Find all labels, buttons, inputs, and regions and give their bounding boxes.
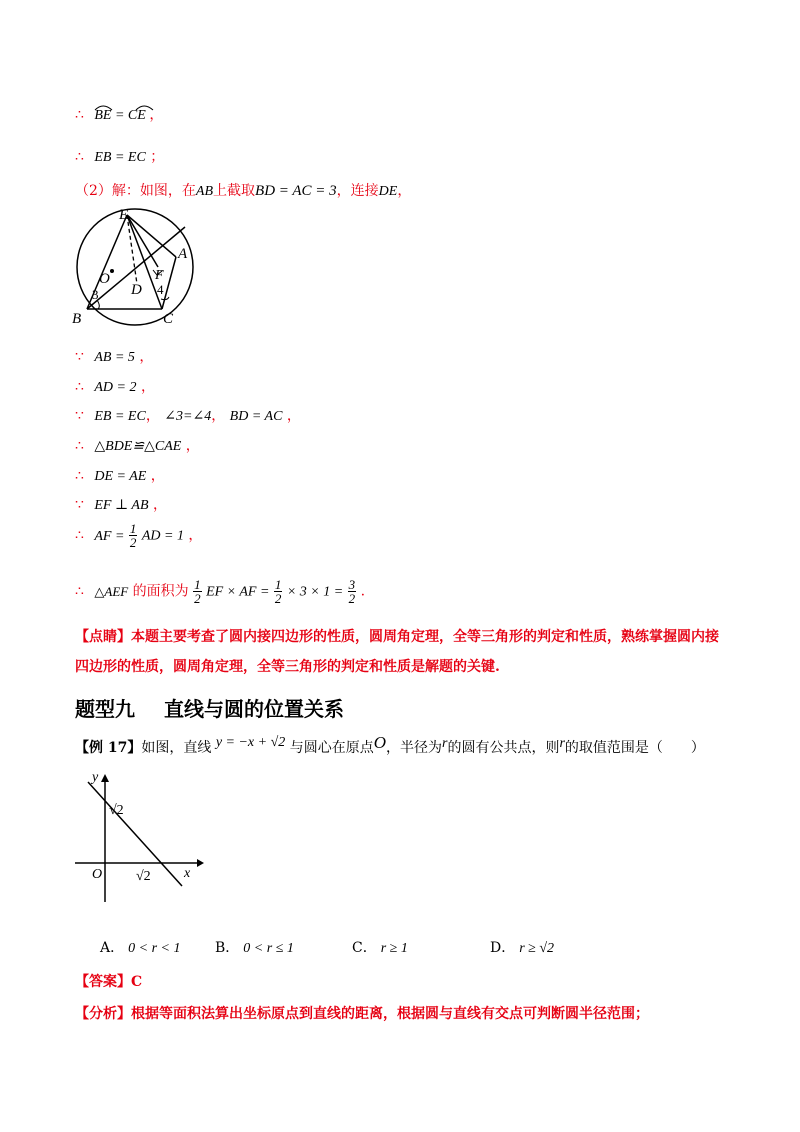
answer-tag: 【答案】 — [75, 974, 131, 990]
arc-marks — [94, 102, 154, 112]
text: 的面积为 — [132, 583, 189, 600]
line-5 — [75, 376, 155, 396]
segment-ef — [127, 215, 158, 267]
dianjing-text: 四边形的性质，圆周角定理，全等三角形的判定和性质是解题的关键. — [75, 659, 500, 675]
triangle: △AEF — [94, 583, 129, 599]
punct: ， — [145, 408, 160, 424]
therefore-symbol: ∴ — [75, 107, 84, 123]
answer-line — [75, 971, 142, 991]
analysis-tag: 【分析】 — [75, 1006, 131, 1022]
text: 的圆有公共点，则 — [447, 740, 560, 756]
analysis-text: 根据等面积法算出坐标原点到直线的距离，根据圆与直线有交点可判断圆半径范围； — [131, 1006, 649, 1022]
answer-value: C — [131, 974, 143, 990]
option-label: C． — [352, 940, 377, 956]
therefore-symbol: ∴ — [75, 149, 84, 165]
equation: EB = EC — [94, 409, 146, 424]
because-symbol: ∵ — [75, 497, 84, 513]
line-7 — [75, 435, 200, 455]
line-3 — [75, 180, 411, 200]
expr: × 3 × 1 = — [286, 584, 344, 600]
therefore-symbol: ∴ — [75, 468, 84, 484]
dianjing-line-1 — [75, 626, 719, 646]
option-label: D． — [490, 940, 516, 956]
analysis-line — [75, 1003, 649, 1023]
radius-r: r — [442, 736, 448, 751]
punct: ， — [150, 468, 165, 484]
radius-r: r — [559, 736, 565, 751]
label-angle-4: 4 — [157, 282, 164, 297]
line-2 — [75, 146, 164, 166]
punct: ， — [152, 497, 167, 513]
equation: BD = AC — [229, 409, 283, 424]
y-axis-arrow — [101, 774, 109, 782]
fraction-three-halves: $\frac{3}{2}$ — [348, 577, 356, 606]
therefore-symbol: ∴ — [75, 527, 84, 544]
punct: ， — [188, 527, 203, 544]
punct: ， — [149, 107, 164, 123]
option-label: B． — [215, 940, 240, 956]
line-10 — [75, 522, 202, 549]
math-bd: BD = AC = 3 — [255, 183, 337, 199]
coordinate-figure — [70, 768, 205, 908]
line-9 — [75, 494, 167, 514]
label-a: A — [178, 246, 188, 262]
punct: ， — [286, 408, 301, 424]
label-x-intercept: √2 — [136, 869, 151, 884]
fraction-half: $\frac{1}{2}$ — [129, 521, 137, 550]
center-dot — [110, 269, 114, 273]
option-value: r ≥ √2 — [519, 941, 555, 956]
therefore-symbol: ∴ — [75, 583, 84, 600]
option-value: 0 < r < 1 — [128, 941, 181, 956]
origin-o: O — [373, 733, 386, 752]
equation: EB = EC — [94, 150, 146, 165]
text: （2）解：如图，在 — [75, 183, 196, 199]
x-axis-arrow — [197, 859, 204, 867]
equation: AD = 1 — [141, 528, 184, 544]
congruence: △BDE≌△CAE — [94, 439, 182, 454]
line-8 — [75, 465, 165, 485]
therefore-symbol: ∴ — [75, 379, 84, 395]
equation: DE = AE — [94, 469, 147, 484]
option-value: r ≥ 1 — [380, 941, 408, 956]
punct: ， — [140, 379, 155, 395]
geometry-figure — [65, 205, 195, 330]
arc-equation — [94, 108, 149, 123]
option-d[interactable] — [490, 937, 554, 957]
because-symbol: ∵ — [75, 349, 84, 365]
text: 的取值范围是（ ） — [564, 740, 705, 756]
section-title: 题型九 — [75, 697, 135, 721]
dianjing-text: 本题主要考查了圆内接四边形的性质，圆周角定理，全等三角形的判定和性质，熟练掌握圆内接 — [131, 629, 719, 645]
punct: ， — [211, 408, 226, 424]
punct: ， — [397, 183, 412, 199]
option-label: A． — [100, 940, 125, 956]
fraction-half: $\frac{1}{2}$ — [194, 577, 201, 606]
example-17-stem — [75, 733, 705, 757]
option-value: 0 < r ≤ 1 — [243, 941, 294, 956]
punct: ， — [185, 438, 200, 454]
label-o: O — [99, 271, 110, 287]
equation: AF = — [94, 528, 125, 544]
equation: AD = 2 — [94, 380, 137, 395]
line-equation: y = −x + √2 — [215, 735, 286, 750]
angle-equation: ∠3=∠4 — [164, 409, 212, 424]
arc-equation-text: BE = CE — [94, 108, 146, 123]
dianjing-line-2 — [75, 656, 500, 676]
label-y-intercept: √2 — [109, 803, 124, 818]
text: 与圆心在原点 — [289, 740, 374, 756]
label-y: y — [92, 770, 99, 785]
option-a[interactable] — [100, 937, 180, 957]
expr: EF × AF = — [206, 584, 270, 600]
punct: ， — [139, 349, 154, 365]
label-e: E — [119, 207, 129, 223]
option-b[interactable] — [215, 937, 294, 957]
math-ab: AB — [195, 184, 214, 199]
line-6 — [75, 405, 301, 425]
perpendicular: EF ⊥ AB — [94, 498, 149, 513]
math-de: DE — [378, 184, 398, 199]
punct: ； — [150, 149, 165, 165]
therefore-symbol: ∴ — [75, 438, 84, 454]
label-c: C — [163, 311, 174, 327]
segment-ca — [162, 257, 176, 309]
dianjing-tag: 【点睛】 — [75, 629, 131, 645]
text: 上截取 — [213, 183, 256, 199]
equation: AB = 5 — [94, 350, 135, 365]
text: 如图，直线 — [141, 740, 212, 756]
punct: . — [360, 583, 366, 600]
text: ，连接 — [336, 183, 379, 199]
line-1 — [75, 104, 163, 124]
option-c[interactable] — [352, 937, 408, 957]
label-o: O — [92, 867, 103, 882]
label-angle-3: 3 — [92, 287, 99, 302]
line-4 — [75, 346, 153, 366]
label-b: B — [72, 311, 82, 327]
example-tag: 【例 17】 — [75, 740, 142, 756]
section-subtitle: 直线与圆的位置关系 — [163, 697, 344, 721]
label-f: F — [155, 268, 164, 283]
label-x: x — [184, 866, 191, 881]
text: ，半径为 — [386, 740, 442, 756]
fraction-half: $\frac{1}{2}$ — [274, 577, 282, 606]
line-11 — [75, 578, 365, 605]
because-symbol: ∵ — [75, 408, 84, 424]
section-heading — [75, 693, 344, 722]
label-d: D — [131, 282, 142, 298]
